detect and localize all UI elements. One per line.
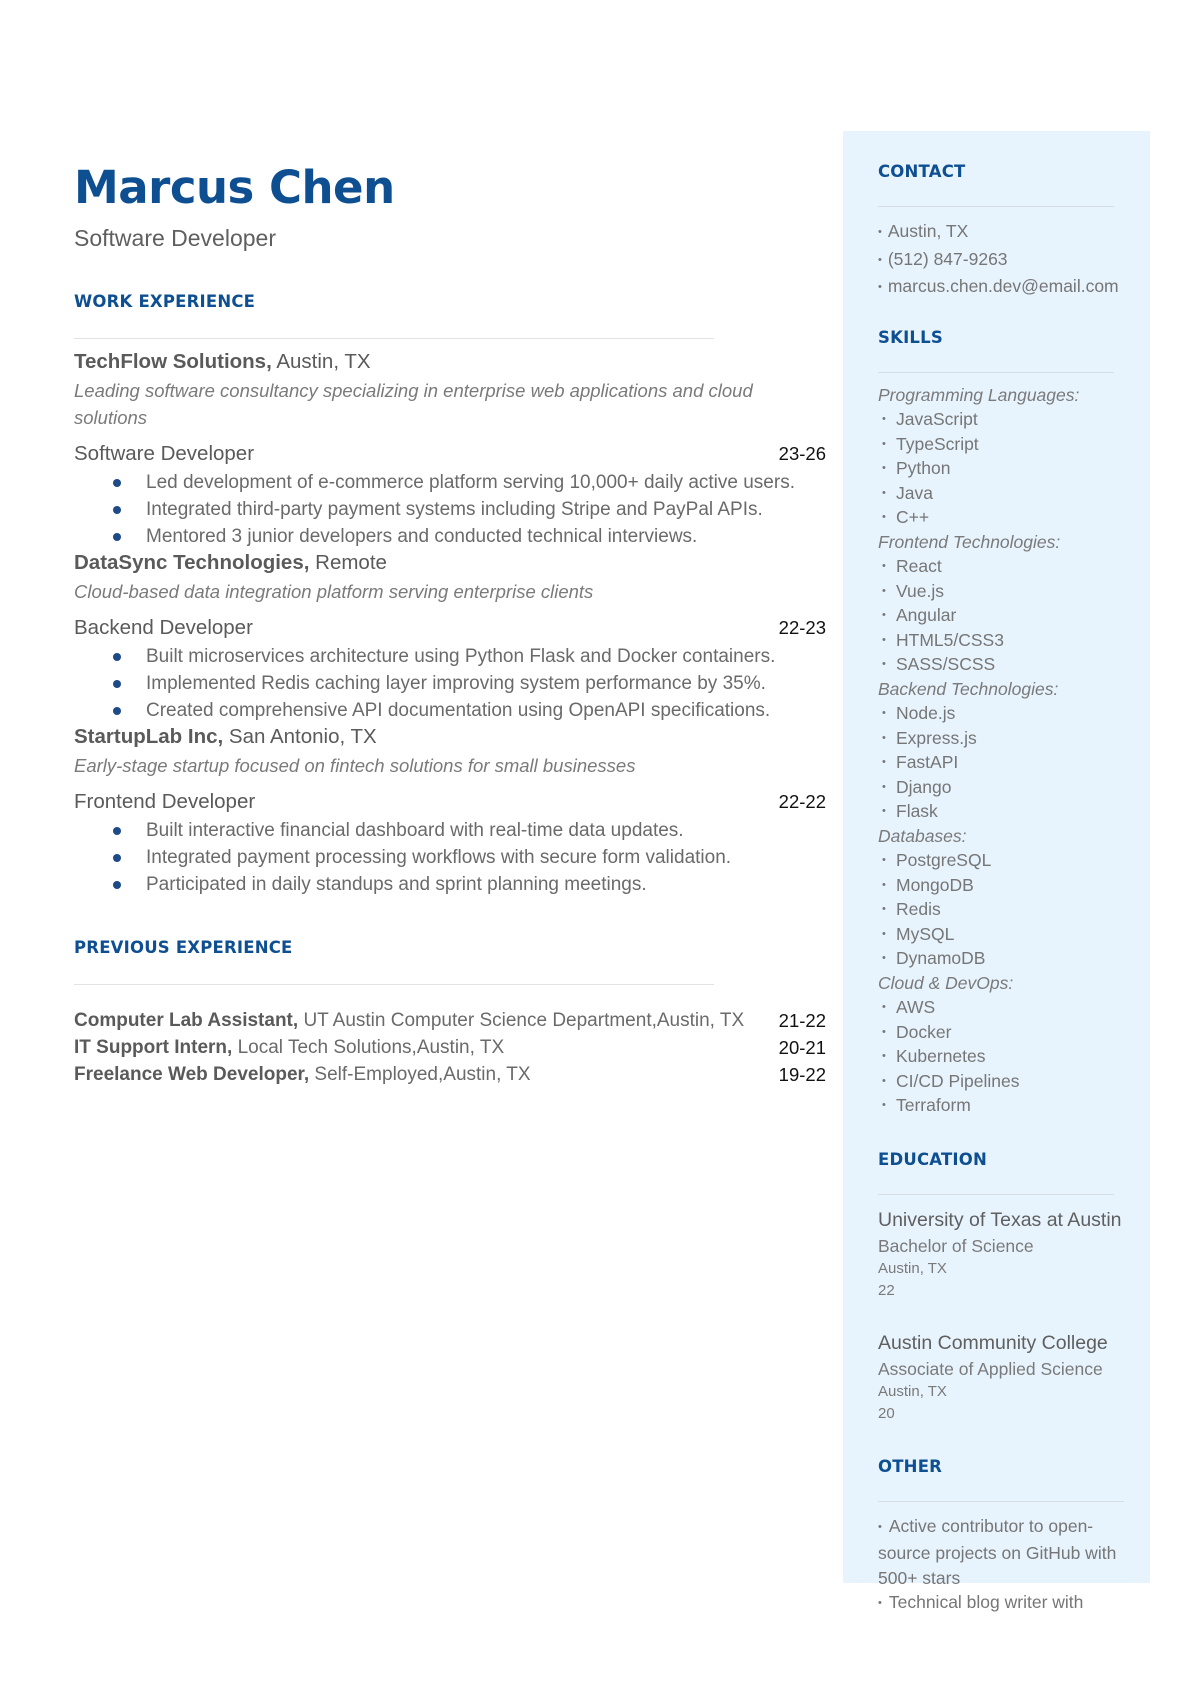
job-company: TechFlow Solutions, bbox=[74, 350, 272, 373]
prev-detail: Self-Employed,Austin, TX bbox=[309, 1064, 531, 1085]
skill-item: • HTML5/CSS3 bbox=[878, 628, 1140, 653]
job-location: San Antonio, TX bbox=[223, 725, 377, 748]
skill-item: • Java bbox=[878, 481, 1140, 506]
job-role-row bbox=[74, 615, 826, 641]
skill-item: • Kubernetes bbox=[878, 1044, 1140, 1069]
job-bullet bbox=[74, 469, 826, 496]
bullet-text: Implemented Redis caching layer improving system performance by 35%. bbox=[146, 673, 766, 694]
job-company: DataSync Technologies, bbox=[74, 551, 310, 574]
skills-body bbox=[878, 383, 1140, 1118]
skill-category: Frontend Technologies: bbox=[878, 531, 1061, 552]
edu-school: Austin Community College bbox=[878, 1331, 1108, 1354]
job-company: StartupLab Inc, bbox=[74, 725, 224, 748]
bullet-dot-icon bbox=[113, 827, 121, 835]
skills-heading: SKILLS bbox=[878, 327, 943, 347]
prev-detail: Local Tech Solutions,Austin, TX bbox=[232, 1037, 505, 1058]
contact-phone: • (512) 847-9263 bbox=[878, 247, 1140, 275]
edu-location: Austin, TX bbox=[878, 1382, 947, 1400]
previous-experience-item bbox=[74, 1007, 826, 1034]
previous-experience-list bbox=[74, 1007, 826, 1088]
bullet-dot-icon bbox=[113, 854, 121, 862]
skill-item: • Express.js bbox=[878, 726, 1140, 751]
bullet-dot-icon bbox=[113, 506, 121, 514]
other-list bbox=[878, 1514, 1130, 1618]
section-divider bbox=[74, 984, 714, 985]
contact-location: • Austin, TX bbox=[878, 219, 1140, 247]
prev-role: IT Support Intern, bbox=[74, 1037, 233, 1058]
job-dates: 23-26 bbox=[778, 443, 826, 464]
job-role: Software Developer bbox=[74, 442, 255, 465]
job-bullet bbox=[74, 844, 826, 871]
section-divider bbox=[74, 338, 714, 339]
job-bullet bbox=[74, 697, 826, 724]
prev-detail: UT Austin Computer Science Department,Austin, TX bbox=[298, 1010, 745, 1031]
previous-experience-item bbox=[74, 1034, 826, 1061]
job-dates: 22-22 bbox=[778, 791, 826, 812]
job-bullet bbox=[74, 817, 826, 844]
previous-experience-item bbox=[74, 1061, 826, 1088]
skill-category: Backend Technologies: bbox=[878, 678, 1059, 699]
other-section bbox=[878, 1455, 1140, 1618]
skill-item: • FastAPI bbox=[878, 750, 1140, 775]
education-item bbox=[878, 1330, 1140, 1425]
section-divider bbox=[878, 1194, 1114, 1195]
education-heading: EDUCATION bbox=[878, 1149, 987, 1169]
job-location: Austin, TX bbox=[271, 350, 371, 373]
job-role-row bbox=[74, 441, 826, 467]
skills-section bbox=[878, 326, 1140, 1118]
skill-item: • Docker bbox=[878, 1020, 1140, 1045]
skill-item: • C++ bbox=[878, 505, 1140, 530]
edu-degree: Associate of Applied Science bbox=[878, 1358, 1103, 1379]
contact-heading: CONTACT bbox=[878, 162, 966, 181]
job-description: Early-stage startup focused on fintech solutions for small businesses bbox=[74, 755, 636, 776]
skill-item: • Flask bbox=[878, 799, 1140, 824]
skill-list bbox=[878, 995, 1140, 1118]
bullet-text: Integrated third-party payment systems including Stripe and PayPal APIs. bbox=[146, 499, 763, 520]
job-entry bbox=[74, 550, 826, 724]
bullet-text: Integrated payment processing workflows with secure form validation. bbox=[146, 847, 732, 868]
skill-item: • Angular bbox=[878, 603, 1140, 628]
skill-item: • CI/CD Pipelines bbox=[878, 1069, 1140, 1094]
education-item bbox=[878, 1207, 1140, 1302]
bullet-text: Built interactive financial dashboard with real-time data updates. bbox=[146, 820, 684, 841]
job-bullet bbox=[74, 643, 826, 670]
job-location: Remote bbox=[309, 551, 387, 574]
bullet-text: Led development of e-commerce platform serving 10,000+ daily active users. bbox=[146, 472, 795, 493]
job-bullet bbox=[74, 871, 826, 898]
edu-location: Austin, TX bbox=[878, 1259, 947, 1277]
candidate-name: Marcus Chen bbox=[74, 161, 395, 214]
job-bullets bbox=[74, 643, 826, 724]
other-item: • Technical blog writer with bbox=[878, 1590, 1130, 1618]
sidebar bbox=[878, 160, 1140, 1618]
job-bullet bbox=[74, 670, 826, 697]
job-role: Frontend Developer bbox=[74, 790, 256, 813]
section-divider bbox=[878, 206, 1114, 207]
skill-item: • React bbox=[878, 554, 1140, 579]
job-role: Backend Developer bbox=[74, 616, 253, 639]
job-company-line bbox=[74, 349, 826, 375]
skill-item: • AWS bbox=[878, 995, 1140, 1020]
edu-year: 20 bbox=[878, 1404, 895, 1422]
previous-experience-heading: PREVIOUS EXPERIENCE bbox=[74, 938, 293, 957]
edu-year: 22 bbox=[878, 1281, 895, 1299]
bullet-text: Created comprehensive API documentation using OpenAPI specifications. bbox=[146, 700, 771, 721]
job-description: Leading software consultancy specializing in enterprise web applications and cloud solutions bbox=[74, 380, 753, 428]
skill-list bbox=[878, 554, 1140, 677]
education-section bbox=[878, 1148, 1140, 1425]
skill-item: • DynamoDB bbox=[878, 946, 1140, 971]
section-divider bbox=[878, 372, 1114, 373]
prev-dates: 20-21 bbox=[778, 1037, 826, 1058]
job-role-row bbox=[74, 789, 826, 815]
skill-list bbox=[878, 701, 1140, 824]
skill-item: • Vue.js bbox=[878, 579, 1140, 604]
bullet-dot-icon bbox=[113, 479, 121, 487]
job-company-line bbox=[74, 550, 826, 576]
job-company-line bbox=[74, 724, 826, 750]
contact-list bbox=[878, 219, 1140, 302]
bullet-dot-icon bbox=[113, 881, 121, 889]
skill-item: • Node.js bbox=[878, 701, 1140, 726]
section-divider bbox=[878, 1501, 1124, 1502]
prev-dates: 19-22 bbox=[778, 1064, 826, 1085]
skill-list bbox=[878, 407, 1140, 530]
bullet-text: Mentored 3 junior developers and conducted technical interviews. bbox=[146, 526, 698, 547]
edu-degree: Bachelor of Science bbox=[878, 1235, 1034, 1256]
other-item: • Active contributor to open-source projects on GitHub with 500+ stars bbox=[878, 1514, 1130, 1591]
main-column bbox=[74, 160, 826, 1088]
bullet-dot-icon bbox=[113, 680, 121, 688]
skill-item: • JavaScript bbox=[878, 407, 1140, 432]
bullet-dot-icon bbox=[113, 707, 121, 715]
skill-item: • Django bbox=[878, 775, 1140, 800]
job-bullet bbox=[74, 523, 826, 550]
job-entry bbox=[74, 349, 826, 550]
skill-category: Cloud & DevOps: bbox=[878, 972, 1014, 993]
prev-role: Freelance Web Developer, bbox=[74, 1064, 310, 1085]
skill-item: • PostgreSQL bbox=[878, 848, 1140, 873]
prev-role: Computer Lab Assistant, bbox=[74, 1010, 299, 1031]
skill-item: • TypeScript bbox=[878, 432, 1140, 457]
prev-dates: 21-22 bbox=[778, 1010, 826, 1031]
skill-item: • SASS/SCSS bbox=[878, 652, 1140, 677]
job-bullets bbox=[74, 817, 826, 898]
skill-list bbox=[878, 848, 1140, 971]
skill-item: • MySQL bbox=[878, 922, 1140, 947]
work-experience-heading: WORK EXPERIENCE bbox=[74, 292, 256, 311]
skill-item: • Python bbox=[878, 456, 1140, 481]
skill-category: Databases: bbox=[878, 825, 967, 846]
candidate-title: Software Developer bbox=[74, 225, 276, 251]
job-bullet bbox=[74, 496, 826, 523]
job-description: Cloud-based data integration platform serving enterprise clients bbox=[74, 581, 594, 602]
edu-school: University of Texas at Austin bbox=[878, 1208, 1122, 1231]
bullet-text: Participated in daily standups and sprint planning meetings. bbox=[146, 874, 647, 895]
skill-item: • Redis bbox=[878, 897, 1140, 922]
bullet-text: Built microservices architecture using Python Flask and Docker containers. bbox=[146, 646, 776, 667]
skill-category: Programming Languages: bbox=[878, 384, 1080, 405]
job-bullets bbox=[74, 469, 826, 550]
contact-email: • marcus.chen.dev@email.com bbox=[878, 274, 1140, 302]
other-heading: OTHER bbox=[878, 1456, 943, 1476]
job-entry bbox=[74, 724, 826, 898]
bullet-dot-icon bbox=[113, 533, 121, 541]
bullet-dot-icon bbox=[113, 653, 121, 661]
skill-item: • Terraform bbox=[878, 1093, 1140, 1118]
job-dates: 22-23 bbox=[778, 617, 826, 638]
skill-item: • MongoDB bbox=[878, 873, 1140, 898]
